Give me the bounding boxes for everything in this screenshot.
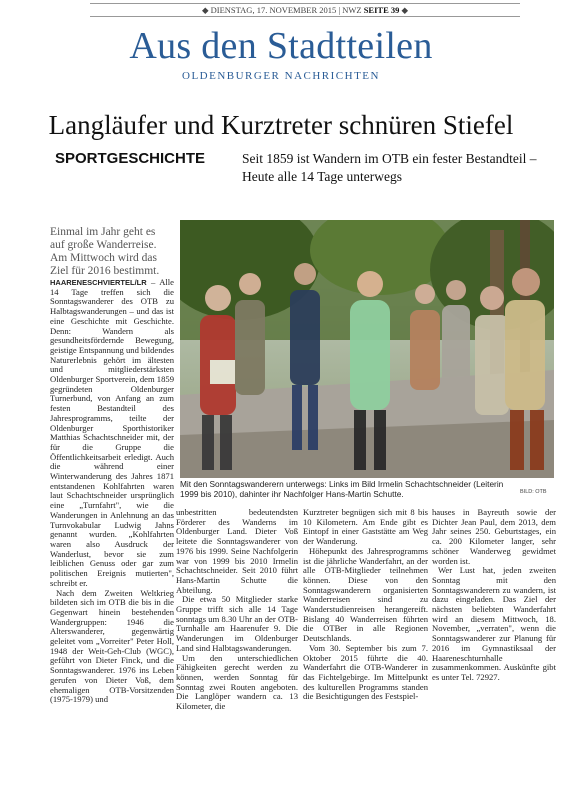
- dateplace: HAARENESCHVIERTEL/LR: [50, 278, 147, 287]
- dateline: ◆ DIENSTAG, 17. NOVEMBER 2015 | NWZ SEITE 39 ◆: [90, 3, 520, 17]
- col3-paragraph-1: Kurztreter begnügen sich mit 8 bis 10 Kilometern. Am Ende gibt es Eintopf in einer Gaststätte am Weg der Wanderung.: [303, 507, 428, 547]
- dateline-page: SEITE 39: [363, 5, 400, 15]
- col3-paragraph-2: Höhepunkt des Jahresprogramms ist die jährliche Wanderfahrt, an der alle OTB-Mitglieder teilnehmen können. Diese von den Sonntagswanderern organisierten Wanderreisen sind zu Wanderstudienreisen herangereift. Bislang 40 Wanderreisen führten die OTBer in alle Regionen Deutschlands.: [303, 545, 428, 644]
- article-photo: [180, 220, 554, 478]
- article-column-2: [176, 508, 298, 712]
- article-column-1: [50, 278, 174, 705]
- photo-credit: BILD: OTB: [520, 489, 547, 495]
- col2-paragraph-3: Um den unterschiedlichen Fähigkeiten gerecht werden zu können, werden Sonntag für Sonntag zwei Routen angeboten. Die Langlöper wandern ca. 13 Kilometer, die: [176, 652, 298, 712]
- article-column-4: [432, 508, 556, 683]
- hikers-photo-illustration: [180, 220, 554, 478]
- article-kicker: SPORTGESCHICHTE: [55, 150, 206, 167]
- col2-paragraph-1: unbestritten bedeutendsten Förderer des Wanderns im Oldenburger Land. Dieter Voß leitete die Sonntagswanderer von 1976 bis 1999. Seine Nachfolgerin war von 1999 bis 2010 Irmelin Schachtschneider. Seit 2010 führt Hans-Martin Schutte die Abteilung.: [176, 507, 298, 595]
- section-subtitle: OLDENBURGER NACHRICHTEN: [182, 70, 380, 82]
- col3-paragraph-3: Vom 30. September bis zum 7. Oktober 2015 führte die 40. Wanderfahrt die OTB-Wanderer in das Fichtelgebirge. Im Mittelpunkt des kulturellen Programms standen die Besichtigungen des Festspiel-: [303, 642, 428, 702]
- col1-paragraph-2: Nach dem Zweiten Weltkrieg bildeten sich im OTB die bis in die Gegenwart hinein bestehenden Wandergruppen: 1946 die Alterswanderer, gegenwärtig geleitet vom „Vorreiter" Peter Holl, 1948 der Weit-Geh-Club (WGC), geführt von Dieter Finck, und die Sonntagswanderer. 1976 ins Leben gerufen von Dieter Voß, dem ehemaligen OTB-Vorsitzenden (1975-1979) und: [50, 587, 174, 705]
- article-subhead: Seit 1859 ist Wandern im OTB ein fester Bestandteil – Heute alle 14 Tage unterwegs: [242, 151, 537, 184]
- article-teaser: Einmal im Jahr geht es auf große Wanderreise. Am Mittwoch wird das Ziel für 2016 bestimmt.: [50, 226, 160, 277]
- photo-caption: Mit den Sonntagswanderern unterwegs: Links im Bild Irmelin Schachtschneider (Leiterin 1999 bis 2010), dahinter ihr Nachfolger Hans-Martin Schutte.: [180, 479, 504, 499]
- col2-paragraph-2: Die etwa 50 Mitglieder starke Gruppe trifft sich alle 14 Tage sonntags um 8.30 Uhr an der OTB-Turnhalle am Haarenufer 9. Die Wanderungen im Oldenburger Land sind Halbtagswanderungen.: [176, 594, 298, 653]
- col4-paragraph-1: hauses in Bayreuth sowie der Dichter Jean Paul, dem 2013, dem Jahr seines 250. Geburtstages, ein ca. 200 Kilometer langer, sehr schöner Wanderweg gewidmet worden ist.: [432, 507, 556, 566]
- col4-paragraph-2: Wer Lust hat, jeden zweiten Sonntag mit den Sonntagswanderern zu wandern, ist dazu eingeladen. Das Ziel der nächsten beliebten Wanderfahrt wird an diesem Mittwoch, 18. November, „verraten", wenn die Sonntagswanderer zur Planung für 2016 im Gymnastiksaal der Haareneschturnhalle zusammenkommen. Auskünfte gibt es unter Tel. 72927.: [432, 565, 556, 682]
- dateline-text: DIENSTAG, 17. NOVEMBER 2015 | NWZ: [210, 5, 362, 15]
- col1-paragraph-1: – Alle 14 Tage treffen sich die Sonntagswanderer des OTB zu Halbtagswanderungen – und das ist eine Geschichte mit Geschichte. Denn: Wandern als gesundheitsfördernde Bewegung, geistige Entspannung und bildendes Naturerlebnis gehört im ältesten und mitgliederstärksten Oldenburger Sportverein, dem 1859 gegründeten Oldenburger Turnerbund, von Anfang an zum festen Bestandteil des Jahresprogramms, teilte der Oldenburger Sporthistoriker Matthias Schachtschneider mit, der für die Gruppe die Öffentlichkeitsarbeit erledigt. Auch die während einer Winterwanderung des Jahres 1871 entstandenen Kohlfahrten waren laut Schachtschneider ursprünglich eine „Turnfahrt", wie die Wanderungen in Anlehnung an das Turnvokabular Ludwig Jahns genannt wurden. „Kohlfahrten waren also Ausdruck der Wanderlust, bevor sie zum leiblichen Genuss oder gar zum politischen Ereignis mutierten", schreibt er.: [50, 277, 174, 588]
- article-headline: Langläufer und Kurztreter schnüren Stiefel: [48, 110, 514, 140]
- article-column-3: [303, 508, 428, 702]
- section-title: Aus den Stadtteilen: [129, 25, 433, 67]
